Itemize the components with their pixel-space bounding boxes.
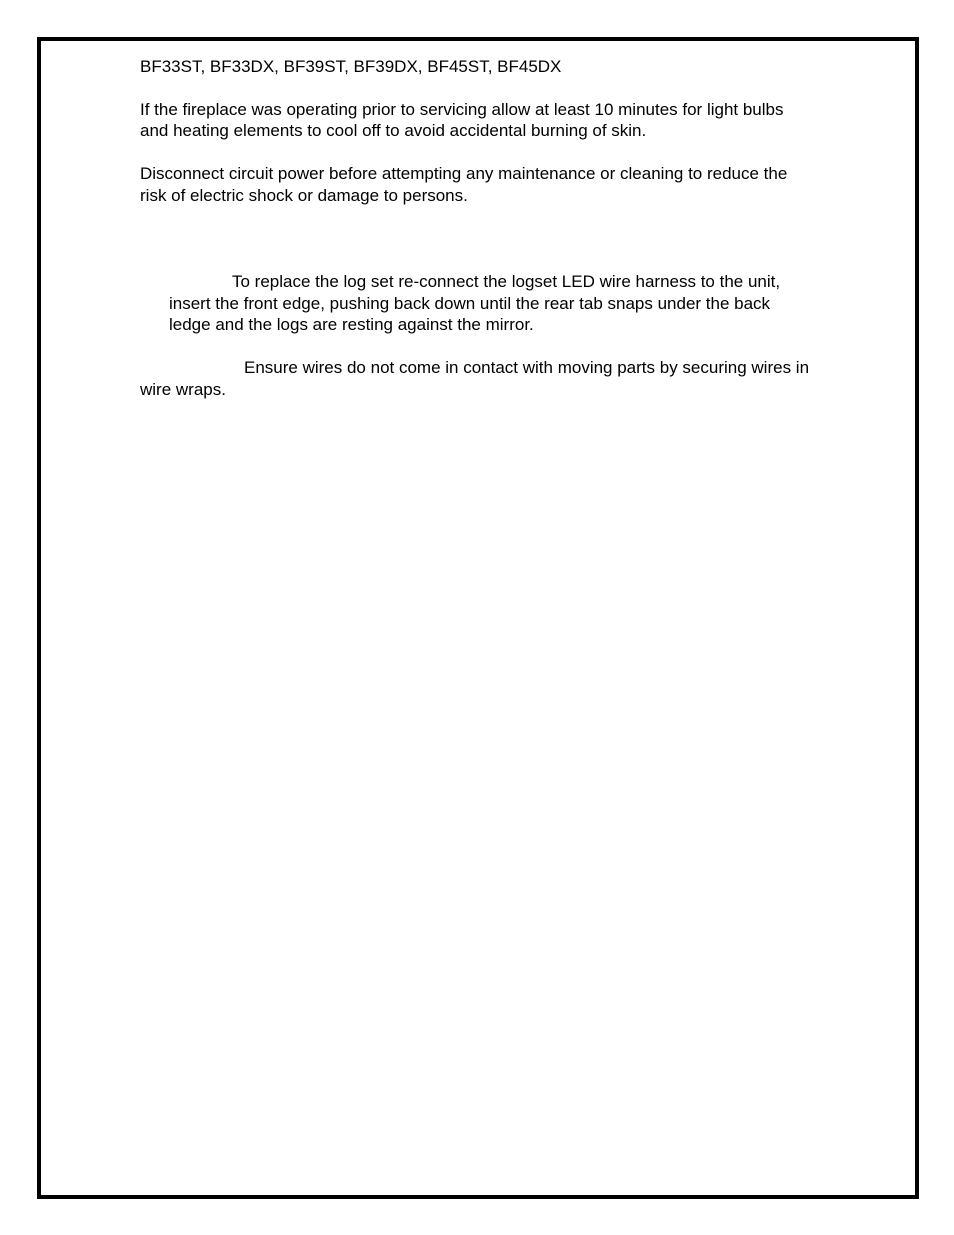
- replace-logset-line-1: To replace the log set re-connect the logset LED wire harness to the unit,: [232, 272, 781, 291]
- warning-cool-line-1: If the fireplace was operating prior to servicing allow at least 10 minutes for light bulbs: [140, 100, 784, 119]
- wire-note-line-2: wire wraps.: [140, 380, 226, 399]
- wire-note-line-1: Ensure wires do not come in contact with moving parts by securing wires in: [244, 358, 810, 377]
- replace-logset-line-2: insert the front edge, pushing back down until the rear tab snaps under the back: [169, 294, 771, 313]
- warning-power-line-2: risk of electric shock or damage to persons.: [140, 186, 468, 205]
- replace-logset-line-3: ledge and the logs are resting against the mirror.: [169, 315, 534, 334]
- model-list: BF33ST, BF33DX, BF39ST, BF39DX, BF45ST, BF45DX: [140, 57, 562, 76]
- warning-cool-line-2: and heating elements to cool off to avoid accidental burning of skin.: [140, 121, 647, 140]
- warning-power-line-1: Disconnect circuit power before attempting any maintenance or cleaning to reduce the: [140, 164, 788, 183]
- page-border: [37, 37, 919, 1199]
